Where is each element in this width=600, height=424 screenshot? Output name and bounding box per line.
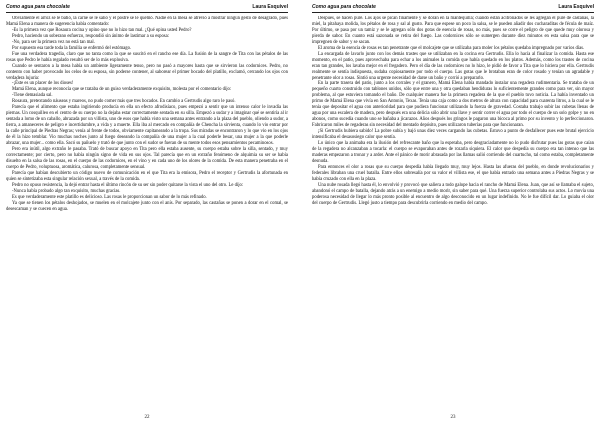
author-name: Laura Esquivel [252,4,288,10]
right-page [312,0,594,424]
left-page [6,0,288,424]
page-number: 22 [144,415,150,420]
running-head [312,3,594,12]
paragraph: Pedro no opuso resistencia, la dejó entrar hasta el último rincón de su ser sin poder quitarse la vista el uno del otro. Le dijo: [12,182,244,188]
page-number: 23 [450,415,456,420]
paragraph: Una nube rosada llegó hasta él, lo envolvió y provocó que saliera a todo galope hacia el rancho de Mamá Elena. Juan, que así se llamaba el sujeto, abandonó el campo de batalla, dejando atrás a un enemigo a medio morir, sin saber para qué. Una fuerza superior controlaba sus actos. Lo movía una poderosa necesidad de llegar lo más pronto posible al encuentro de algo desconocido en un lugar indefinido. No le fue difícil dar. Lo guiaba el olor del cuerpo de Gertrudis. Llegó justo a tiempo para descubrirla corriendo en medio del campo. [312,182,594,206]
page-body [6,16,288,412]
paragraph: Por supuesto esa tarde toda la familia se enfermó del estómago. [12,45,132,51]
page-body [312,16,594,412]
book-title: Como agua para chocolate [6,4,70,10]
paragraph: -No, para ser la primera vez no está tan mal. [12,39,95,45]
paragraph: Pero era inútil, algo extraño le pasaba. Trató de buscar apoyo en Tita pero ella estaba ausente, su cuerpo estaba sobre la silla, sentado, y muy correctamente; por cierto, pero no había ningún signo de vida en sus ojos. Tal parecía que en un extraño fenómeno de alquimia su ser se había disuelto en la salsa de las rosas, en el cuerpo de las codornices, en el vino y en cada uno de los olores de la comida. De esta manera penetraba en el cuerpo de Pedro, voluptuosa, aromática, calurosa, completamente sensual. [6,146,288,170]
paragraph: -Es la primera vez que Rosaura cocina y opino que no lo hizo tan mal. ¿Qué opina usted Pedro? [12,27,192,33]
paragraph: Rosaura, pretextando náuseas y mareos, no pudo comer más que tres bocados. En cambio a Gertrudis algo raro le pasó. [12,99,236,105]
paragraph: Después, se hacen puré. Los ajos se pican finamente y se doran en la mantequilla; cuando están acitronados se les agregan el puré de castañas, la miel, la pitahaya molida, los pétalos de rosa y sal al gusto. Para que espese un poco la salsa, se le pueden añadir dos cucharaditas de fécula de maíz. Por último, se pasa por un tamiz y se le agregan sólo dos gotas de esencia de rosas, no más, pues se corre el peligro de que quede muy olorosa y pierda de sabor. En cuanto está sazonada se retira del fuego. Las codornices sólo se sumergen durante diez minutos en esta salsa para que se impregnen de sabor y se sacan. [312,16,594,45]
paragraph: La encargada de lavarlo junto con los demás trastes que se utilizaban en la cocina era Gertrudis. Ella lo hacía al finalizar la comida. Hasta ese momento, en el patio, pues aprovechaba para echar a los animales la comida que había quedado en los platos. Además, como los trastes de cocina eran tan grandes, los lavaba mejor en el fregadero. Pero el día de las codornices no lo hizo, le pidió de favor a Tita que lo hiciera por ella. Gertrudis realmente se sentía indispuesta, sudaba copiosamente por todo el cuerpo. Las gotas que le brotaban eran de color rosado y tenían un agradable y penetrante olor a rosas. Sintió una urgente necesidad de darse un baño y corrió a prepararlo. [312,51,594,81]
paragraph: Es que verdaderamente este platillo es delicioso. Las rosas le proporcionan un sabor de lo más refinado. [12,194,207,200]
paragraph: Parecía que habían descubierto un código nuevo de comunicación en el que Tita era la emisora, Pedro el receptor y Gertrudis la afortunada en quien se sintetizaba esta singular relación sexual, a través de la comida. [6,170,288,182]
paragraph: Cuando se sentaron a la mesa había un ambiente ligeramente tenso, pero no pasó a mayores hasta que se sirvieron las codornices. Pedro, no contento con haber provocado los celos de su esposa, sin poderse contener, al saborear el primer bocado del platillo, exclamó, cerrando los ojos con verdadera lujuria: [6,63,288,81]
paragraph: Fue una verdadera tragedia, claro que no tanta como la que se suscitó en el rancho ese día. La fusión de la sangre de Tita con las pétalos de las rosas que Pedro le había regalado resultó ser de lo más explosiva. [6,51,288,63]
header-rule [312,12,594,13]
running-head [6,3,288,12]
paragraph: El aroma de la esencia de rosas es tan penetrante que el molcajete que se utilizaba para moler los pétalos quedaba impregnado por varios días. [318,45,585,51]
paragraph: -¡Éste es un placer de los dioses! [12,81,74,87]
book-title: Como agua para chocolate [312,4,376,10]
paragraph: Pedro, haciendo un soberano esfuerzo, respondió sin ánimo de lastimar a su esposa: [12,33,169,39]
paragraph: Para entonces el olor a rosas que su cuerpo despedía había llegado muy, muy lejos. Hasta las afueras del pueblo, en donde revolucionarios y federales libraban una cruel batalla. Entre ellos sobresalía por su valor el villista ese, el que había entrado una semana antes a Piedras Negras y se había cruzado con ella en la plaza. [312,164,594,182]
author-name: Laura Esquivel [558,4,594,10]
paragraph: Lo único que la animaba era la ilusión del refrescante baño que la esperaba, pero desgraciadamente no lo pudo disfrutar pues las gotas que caían de la regadera no alcanzaban a tocarla: el cuerpo se evaporaban antes de rozarla siquiera. El calor que despedía su cuerpo era tan intenso que las maderas empezaron a tronar y a arder. Ante el pánico de morir abrasada por las llamas salió corriendo del cuartucho, tal como estaba, completamente desnuda. [312,141,594,164]
paragraph: Mamá Elena, aunque reconocía que se trataba de un guiso verdaderamente exquisito, molesta por el comentario dijo: [12,87,232,93]
paragraph: Obviamente el arroz se le batió, la carne se le salió y el postre se le quemó. Nadie en la mesa se atrevió a mostrar ningún gesto de desagrado, pues Mamá Elena a manera de sugerencia había comentado: [6,16,288,27]
paragraph: ¡Si Gertrudis hubiera sabido! La pobre subía y bajó unas diez veces cargando las cubetas. Estuvo a punto de desfallecer pues este brutal ejercicio intensificaba el desasosiego calor que sentía. [312,129,594,141]
paragraph: Parecía que el alimento que estaba ingiriendo producía en ella un efecto afrodisíaco, pues empezó a sentir que un intenso calor le invadía las piernas. Un cosquilleo en el centro de su cuerpo no la dejaba estar correctamente sentada en su silla. Empezó a sudar y a imaginar qué se sentiría al ir sentada a lomo de un caballo, abrazada por un villista, uno de esos que había visto una semana antes entrando a la plaza del pueblo, oliendo a sudor, a tierra, a amaneceres de peligro e incertidumbre, a vida y a muerte. Ella iba al mercado en compañía de Chencha la sirvienta, cuando lo vio entrar por la calle principal de Piedras Negras; venía al frente de todos, obviamente capitaneando a la tropa. Sus miradas se encontraron y lo que vio en los ojos de él la hizo temblar. Vio muchas noches junto al fuego deseando la compañía de una mujer a la cual poderle besar, una mujer a la que poderle abrazar, una mujer... como ella. Sacó su pañuelo y trató de que junto con el sudor se fueran de su mente todos esos pensamientos pecaminosos. [6,105,288,147]
paragraph: -Nunca había probado algo tan exquisito, muchas gracias. [12,188,121,194]
paragraph: -Tiene demasiada sal. [12,93,53,99]
paragraph: En la parte trasera del patio, junto a los corrales y el granero, Mamá Elena había mandado instalar una regadera rudimentaria. Se trataba de un pequeño cuarto construido con tablones unidos, sólo que entre una y otra quedaban hendiduras lo suficientemente grandes como para ver, sin mayor problema, al que estuviera tomando el baño. De cualquier manera fue la primera regadera de la que el pueblo tuvo noticia. La había inventado un primo de Mamá Elena que vivía en San Antonio, Texas. Tenía una caja como a dos metros de altura con capacidad para cuarenta litros, a la cual se le tenía que depositar el agua con anterioridad para que pudiera funcionar utilizando la fuerza de gravedad. Costaba trabajo subir las cubetas llenas de agua por una escalera de madera, pero después era una delicia sólo abrir una llave y sentir correr el agua por todo el cuerpo de un solo golpe y no en abonos, como sucedía cuando uno se bañaba a jicarazos. Años después los gringos le pagaron una bicoca al primo por su invento y lo perfeccionaron. Fabricaron miles de regaderas sin necesidad del mentado depósito, pues utilizaron tuberías para que funcionaran. [312,81,594,129]
header-rule [6,12,288,13]
paragraph: Ya que se tienen los pétalos deshojados, se muelen en el molcajete junto con el anís. Por separado, las castañas se ponen a dorar en el comal, se desescaman y se cuecen en agua. [6,200,288,212]
